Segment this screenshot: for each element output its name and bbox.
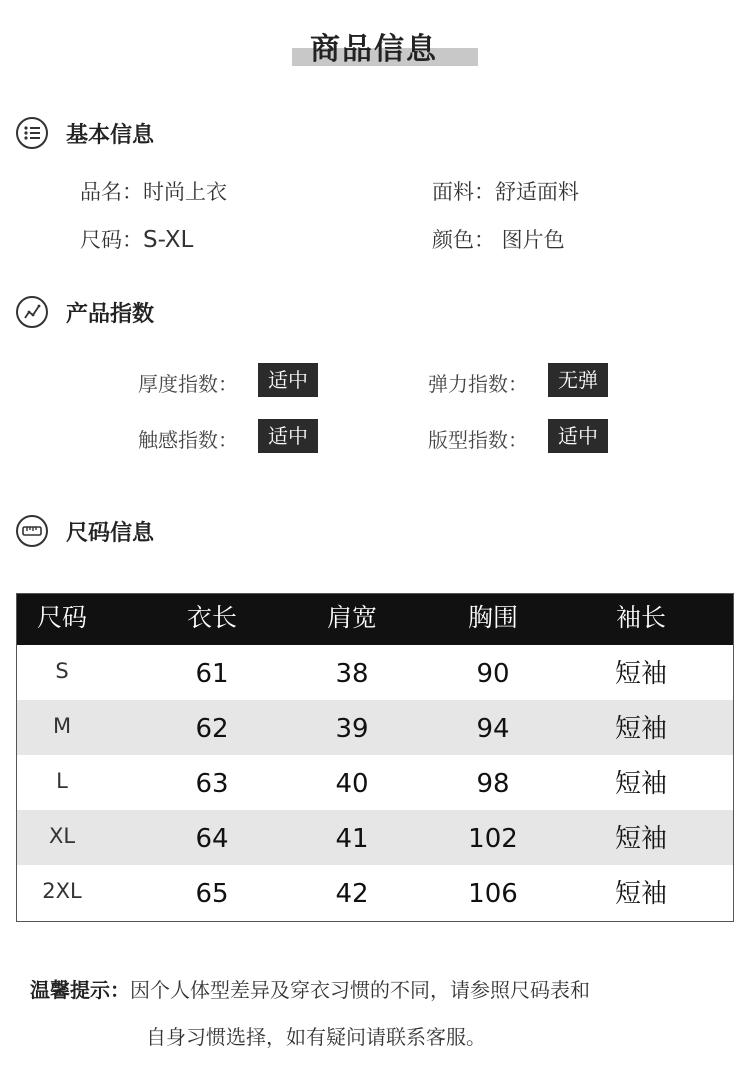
table-row [17,810,733,865]
size-table-header [17,594,733,645]
header-bust: 胸围 [467,603,519,632]
size-value: S-XL [143,227,194,253]
product-color: 颜色： 图片色 [432,228,565,252]
thickness-index-label: 厚度指数： [138,372,238,396]
header-length: 衣长 [186,603,238,632]
table-row [17,645,733,700]
cell-size: S [55,659,69,683]
cell-sleeve: 短袖 [614,714,668,744]
indices-heading [16,294,154,330]
table-row [17,700,733,755]
size-label: 尺码： [80,228,143,252]
cell-length: 62 [195,714,229,744]
product-name: 品名：时尚上衣 [80,180,227,204]
header-size: 尺码 [37,603,88,632]
cell-size: M [52,714,72,738]
page-title: 商品信息 [310,32,438,67]
cell-sleeve: 短袖 [614,659,668,689]
thickness-index-badge: 适中 [258,363,318,397]
cell-bust: 90 [476,659,510,689]
cell-shoulder: 40 [335,769,369,799]
touch-index-label: 触感指数： [138,428,238,452]
cell-sleeve: 短袖 [614,879,668,909]
cell-size: L [56,769,68,793]
cell-bust: 102 [468,824,518,854]
touch-index-badge: 适中 [258,419,318,453]
cell-length: 63 [195,769,229,799]
tip-label: 温馨提示： [30,978,130,1002]
product-material: 面料：舒适面料 [432,180,579,204]
cell-size: 2XL [42,879,82,903]
ruler-icon [16,515,48,547]
header-sleeve: 袖长 [615,603,667,632]
cell-sleeve: 短袖 [614,769,668,799]
page-title-block [0,18,748,78]
product-size [80,224,193,254]
cell-bust: 94 [476,714,510,744]
cell-length: 65 [195,879,229,909]
trend-chart-icon [16,296,48,328]
size-info-label: 尺码信息 [66,520,155,546]
cell-bust: 106 [468,879,518,909]
basic-info-label: 基本信息 [66,122,155,148]
cell-shoulder: 38 [335,659,369,689]
size-table [16,593,734,922]
table-row [17,755,733,810]
indices-label: 产品指数 [66,301,155,327]
cell-length: 64 [195,824,229,854]
fit-index-label: 版型指数： [428,428,528,452]
tip-text-line2: 自身习惯选择，如有疑问请联系客服。 [146,1025,486,1049]
elasticity-index-label: 弹力指数： [428,372,528,396]
cell-shoulder: 41 [335,824,369,854]
cell-sleeve: 短袖 [614,824,668,854]
header-shoulder: 肩宽 [326,603,378,632]
cell-shoulder: 42 [335,879,369,909]
cell-shoulder: 39 [335,714,369,744]
list-icon [16,117,48,149]
table-row [17,865,733,920]
basic-info-heading [16,115,154,151]
fit-index-badge: 适中 [548,419,608,453]
tip-note-line1 [30,974,590,1003]
size-info-heading [16,513,154,549]
elasticity-index-badge: 无弹 [548,363,608,397]
cell-size: XL [48,824,76,848]
tip-text-line1: 因个人体型差异及穿衣习惯的不同，请参照尺码表和 [130,978,590,1002]
cell-length: 61 [195,659,229,689]
cell-bust: 98 [476,769,510,799]
